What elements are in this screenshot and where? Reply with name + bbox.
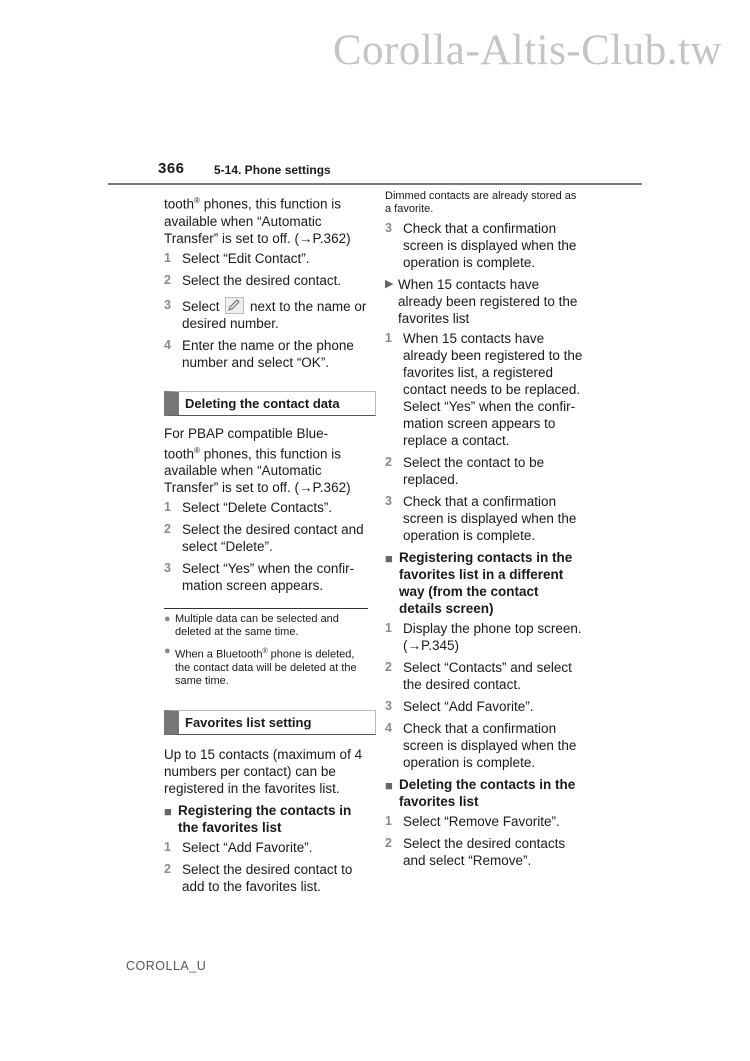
subheading-register: ■ Registering the contacts in the favorites list	[164, 802, 352, 835]
edit-step: 2 Select the desired contact.	[164, 272, 342, 288]
edit-step: 1 Select “Edit Contact”.	[164, 250, 310, 266]
subheading-register-different: ■ Registering contacts in the favorites list in a different way (from the contact details screen)	[385, 550, 573, 616]
right-column	[385, 190, 585, 874]
page-number: 366	[158, 160, 185, 177]
when15-step: 3 Check that a confirmation screen is displayed when the operation is complete.	[385, 494, 577, 543]
notes-box	[164, 608, 368, 688]
register-different-step: 1 Display the phone top screen. (→P.345)	[385, 621, 582, 653]
pencil-edit-icon	[225, 297, 244, 314]
note-item: ● Multiple data can be selected and deleted at the same time.	[164, 613, 339, 638]
square-bullet-icon: ■	[385, 551, 393, 566]
delete-step: 1 Select “Delete Contacts”.	[164, 500, 333, 515]
register-step: 2 Select the desired contact to add to the favorites list.	[164, 861, 353, 894]
subheading-when15: ▶ When 15 contacts have already been registered to the favorites list	[385, 277, 578, 326]
register-different-step: 4 Check that a confirmation screen is displayed when the operation is complete.	[385, 721, 577, 770]
when15-step: 2 Select the contact to be replaced.	[385, 455, 545, 487]
delete-step: 2 Select the desired contact and select “Delete”.	[164, 522, 364, 554]
register-step: 3 Check that a confirmation screen is displayed when the operation is complete.	[385, 221, 577, 270]
triangle-arrow-icon: ▶	[385, 278, 394, 290]
delete-favorite-step: 1 Select “Remove Favorite”.	[385, 814, 560, 829]
delete-step: 3 Select “Yes” when the confir-mation screen appears.	[164, 561, 355, 593]
register-step: 1 Select “Add Favorite”.	[164, 839, 313, 855]
circle-bullet-icon: ●	[164, 645, 171, 657]
edit-step: 3 Select next to the name or desired number.	[164, 297, 367, 331]
footer-code: COROLLA_U	[126, 959, 207, 973]
edit-step: 4 Enter the name or the phone number and select “OK”.	[164, 337, 354, 370]
left-column	[164, 192, 368, 900]
register-different-step: 3 Select “Add Favorite”.	[385, 699, 534, 714]
page-header	[158, 160, 642, 182]
section-heading-delete: Deleting the contact data	[164, 391, 376, 416]
subheading-delete-favorites: ■ Deleting the contacts in the favorites list	[385, 777, 576, 809]
delete-favorite-step: 2 Select the desired contacts and select “Remove”.	[385, 836, 566, 868]
when15-step: 1 When 15 contacts have already been registered to the favorites list, a registered contact needs to be replaced. Select “Yes” when the confir-mation screen appears to replace a contact.	[385, 331, 583, 448]
delete-intro: For PBAP compatible Blue- tooth® phones, this function is available when “Automatic Transfer” is set to off. (→P.362)	[164, 425, 351, 495]
square-bullet-icon: ■	[164, 803, 172, 819]
square-bullet-icon: ■	[385, 778, 393, 793]
favorites-intro: Up to 15 contacts (maximum of 4 numbers per contact) can be registered in the favorites list.	[164, 746, 363, 796]
watermark: Corolla-Altis-Club.tw	[332, 27, 722, 74]
circle-bullet-icon: ●	[164, 613, 171, 625]
note-item: ● When a Bluetooth® phone is deleted, the contact data will be deleted at the same time.	[164, 645, 357, 687]
dimmed-note: Dimmed contacts are already stored as a favorite.	[385, 190, 577, 215]
register-different-step: 2 Select “Contacts” and select the desired contact.	[385, 660, 572, 692]
intro-paragraph: tooth® phones, this function is available when “Automatic Transfer” is set to off. (→P.362)	[164, 196, 351, 246]
section-title: 5-14. Phone settings	[214, 163, 331, 177]
header-rule	[108, 183, 642, 185]
section-heading-favorites: Favorites list setting	[164, 710, 376, 735]
